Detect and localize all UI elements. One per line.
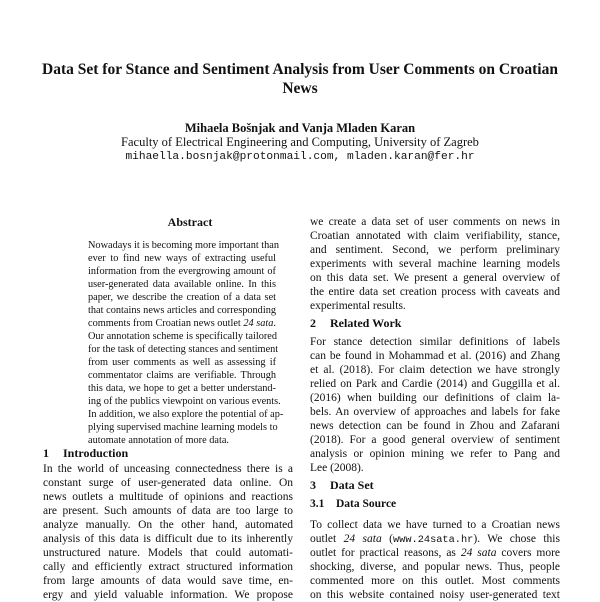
body-line: the entire data set creation process with caveats and — [310, 286, 560, 298]
body-line — [310, 532, 560, 547]
section-number: 2 — [310, 316, 316, 330]
body-line — [310, 546, 560, 560]
section-title: Data Set — [330, 478, 374, 492]
abstract-line-text: comments from Croatian news outlet — [88, 318, 241, 329]
abstract-line: ing of the publics viewpoint on various events. — [88, 396, 281, 407]
outlet-name: 24 sata — [343, 533, 382, 545]
section-number: 1 — [43, 446, 49, 460]
abstract-line: paper, we describe the creation of a data set — [88, 292, 276, 303]
body-line: shocking, diverse, and popular news. Thus, people — [310, 561, 560, 573]
paper-title: Data Set for Stance and Sentiment Analysis from User Comments on Croatian News — [42, 61, 558, 97]
abstract-line: automate annotation of more data. — [88, 435, 229, 446]
abstract-line: commentator claims are verifiable. Through — [88, 370, 276, 381]
body-line: (2016) when building our definitions of claim la- — [310, 392, 560, 404]
text-span: outlet for practical reasons, as — [310, 547, 461, 559]
body-line: ergy and yield valuable information. We propose — [43, 589, 293, 601]
body-line: commented more on this outlet. Most comments — [310, 575, 560, 587]
body-line: experimental results. — [310, 300, 406, 312]
body-line: Croatian annotated with claim verifiability, stance, — [310, 230, 560, 242]
body-line: from large amounts of data would save time, en- — [43, 575, 293, 587]
body-line: (2018). For a good general overview of sentiment — [310, 434, 560, 446]
text-span: ( — [381, 533, 393, 545]
body-line: analyze manually. On the other hand, automated — [43, 519, 293, 531]
body-line: we create a data set of user comments on news in — [310, 216, 560, 228]
outlet-name: 24 sata — [460, 547, 497, 559]
abstract-line: this data, we hope to get a better understand- — [88, 383, 276, 394]
body-line: unstructured nature. Models that could automati- — [43, 547, 293, 559]
abstract-heading: Abstract — [167, 215, 213, 229]
text-span: outlet — [310, 533, 344, 545]
text-span: ). We chose this — [473, 533, 560, 545]
body-line: on this data set. We present a general overview of — [310, 272, 560, 284]
abstract-line: from user comments as well as assessing if — [88, 357, 276, 368]
abstract-line: plying supervised machine learning models to — [88, 422, 278, 433]
abstract-line: ever to find new ways of extracting useful — [88, 253, 276, 264]
body-line: Lee (2008). — [310, 462, 364, 474]
subsection-number: 3.1 — [310, 498, 325, 510]
body-line: In the world of unceasing connectedness there is a — [43, 463, 293, 475]
body-line: analysis of this data is difficult due to its inherently — [43, 533, 293, 545]
text-span: covers more — [496, 547, 560, 559]
section-title: Introduction — [63, 446, 129, 460]
body-line: relied on Park and Cardie (2014) and Guggilla et al. — [310, 378, 560, 390]
body-line: and sentiment. Second, we perform preliminary — [310, 244, 560, 256]
section-heading-data-set — [310, 478, 374, 493]
body-line: analysis or opinion mining we refer to Pang and — [310, 448, 560, 460]
abstract-line: information from the evergrowing amount of — [88, 266, 276, 277]
abstract-line: that contains news articles and corresponding — [88, 305, 276, 316]
abstract-line: Nowadays it is becoming more important than — [88, 240, 280, 251]
outlet-name: 24 sata — [243, 318, 274, 329]
body-line: For stance detection similar definitions of labels — [310, 336, 560, 348]
body-line: To collect data we have turned to a Croatian news — [310, 519, 560, 531]
body-line: are present. Such amounts of data are too large to — [43, 505, 293, 517]
body-line: bels. An overview of approaches and labels for fake — [310, 406, 560, 418]
abstract-line — [88, 317, 276, 330]
abstract-period: . — [273, 318, 276, 329]
body-line: news detection can be found in Zhou and Zafarani — [310, 420, 560, 432]
abstract-line: In addition, we also explore the potential of ap- — [88, 409, 284, 420]
paper-emails: mihaella.bosnjak@protonmail.com, mladen.karan@fer.hr — [125, 151, 475, 163]
outlet-url: www.24sata.hr — [393, 534, 474, 546]
body-line: on this website contained noisy user-generated text — [310, 589, 560, 601]
subsection-heading-data-source — [310, 498, 396, 510]
paper-affiliation: Faculty of Electrical Engineering and Computing, University of Zagreb — [121, 135, 479, 149]
body-line: can be found in Mohammad et al. (2016) and Zhang — [310, 350, 560, 362]
abstract-line: Our annotation scheme is specifically tailored — [88, 331, 277, 342]
body-line: cally and efficiently extract structured information — [43, 561, 293, 573]
abstract-line: for the task of detecting stances and sentiment — [88, 344, 279, 355]
paper-authors: Mihaela Bošnjak and Vanja Mladen Karan — [184, 121, 416, 135]
section-number: 3 — [310, 478, 316, 492]
section-heading-introduction — [43, 446, 128, 461]
body-line: experiments with several machine learning models — [310, 258, 560, 270]
section-heading-related-work — [310, 316, 401, 331]
abstract-line: user-generated data available online. In this — [88, 279, 276, 290]
body-line: news outlets a multitude of opinions and reactions — [43, 491, 293, 503]
section-title: Related Work — [330, 316, 402, 330]
body-line: constant surge of user-generated data online. On — [43, 477, 293, 489]
subsection-title: Data Source — [336, 498, 397, 510]
body-line: et al. (2018). For claim detection we have strongly — [310, 364, 560, 376]
